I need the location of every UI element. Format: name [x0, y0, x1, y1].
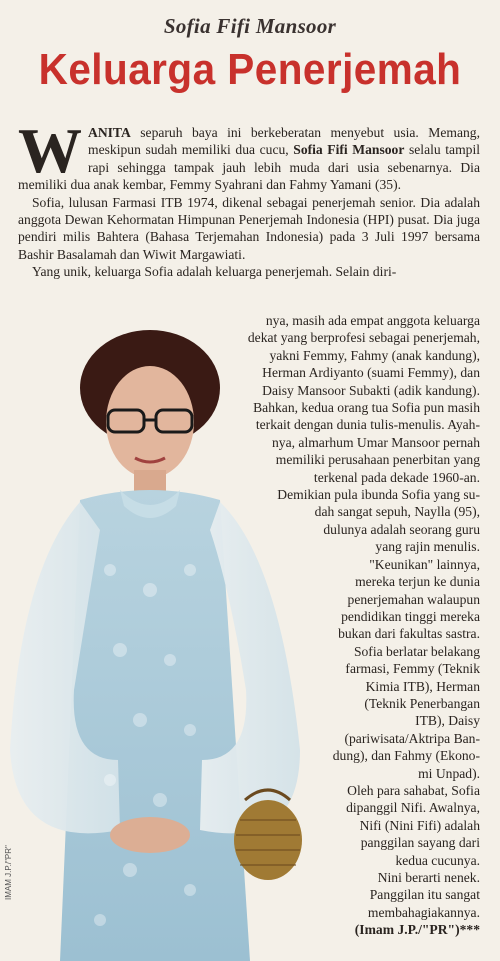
byline: Sofia Fifi Mansoor [163, 14, 337, 38]
article-line: terkenal pada dekade 1960-an. [313, 469, 480, 485]
article-line: Panggilan itu sangat [369, 887, 480, 903]
article-line: Herman Ardiyanto (suami Femmy), dan [262, 365, 480, 381]
article-line: mereka terjun ke dunia [355, 574, 480, 590]
article-line: ITB), Daisy [415, 713, 480, 729]
article-line: dulunya adalah seorang guru [323, 521, 480, 537]
article-wrapped-column [248, 312, 480, 939]
article-line: terkait dengan dunia tulis-menulis. Ayah- [255, 417, 480, 433]
paragraph-1-text-b: selalu tampil rapi sehingga tampak jauh lebih muda dari usia sebenarnya. Dia memiliki dua anak kembar, Femmy Syahrani dan Fahmy Yamani (35). [18, 142, 480, 193]
article-line: dung), dan Fahmy (Ekono- [332, 748, 480, 764]
lead-word: ANITA [88, 125, 131, 140]
paragraph-2: Sofia, lulusan Farmasi ITB 1974, dikenal sebagai penerjemah senior. Dia adalah anggota Dewan Kehormatan Himpunan Penerjemah Indonesia (HPI) pusat. Dia juga pendiri milis Bahtera (Bahasa Terjemahan Indonesia) pada 3 Juli 1997 bersama Bashir Basalamah dan Wiwit Margawiati. [18, 194, 480, 262]
article-line: Daisy Mansoor Subakti (adik kandung). [262, 382, 480, 398]
article-line: "Keunikan" lainnya, [369, 556, 480, 572]
paragraph-1 [18, 115, 480, 194]
article-line: bukan dari fakultas sastra. [338, 626, 480, 642]
article-line: pendidikan tinggi mereka [341, 608, 480, 624]
article-line: yakni Femmy, Fahmy (anak kandung), [269, 347, 480, 363]
article-line: penerjemahan walaupun [347, 591, 480, 607]
author-signoff: (Imam J.P./"PR")*** [354, 922, 480, 938]
article-top-block [18, 115, 480, 281]
article-line: nya, masih ada empat anggota keluarga [265, 313, 480, 328]
subject-name: Sofia Fifi Mansoor [293, 142, 405, 158]
article-line: farmasi, Femmy (Teknik [345, 661, 480, 677]
photo-credit: IMAM J.P./"PR" [4, 845, 13, 900]
article-line: Sofia berlatar belakang [353, 643, 480, 659]
article-line: dah sangat sepuh, Naylla (95), [314, 504, 480, 520]
headline: Keluarga Penerjemah [38, 45, 462, 94]
paragraph-1-text-a: separuh baya ini berkeberatan menyebut usia. Memang, meskipun sudah memiliki dua cucu, [88, 125, 480, 158]
article-line: Nini berarti nenek. [377, 870, 480, 885]
drop-cap: W [18, 115, 82, 186]
article-line: Bahkan, kedua orang tua Sofia pun masih [253, 400, 480, 416]
article-line: panggilan sayang dari [360, 835, 480, 851]
article-line: kedua cucunya. [395, 852, 480, 868]
article-line: Oleh para sahabat, Sofia [347, 782, 480, 798]
article-line: Demikian pula ibunda Sofia yang su- [277, 487, 480, 503]
article-line: Nifi (Nini Fifi) adalah [359, 817, 480, 833]
article-line: nya, almarhum Umar Mansoor pernah [272, 434, 480, 450]
article-line: (Teknik Penerbangan [364, 695, 480, 711]
article-line: dekat yang berprofesi sebagai penerjemah, [247, 330, 480, 346]
article-line: dipanggil Nifi. Awalnya, [346, 800, 480, 816]
article-line: Kimia ITB), Herman [365, 678, 480, 694]
article-line: (pariwisata/Aktripa Ban- [344, 730, 480, 746]
article-line: membahagiakannya. [367, 904, 480, 920]
paragraph-3-start: Yang unik, keluarga Sofia adalah keluarga penerjemah. Selain diri- [32, 264, 397, 280]
article-line: memiliki perusahaan penerbitan yang [275, 452, 480, 468]
article-line: mi Unpad). [418, 765, 480, 781]
article-line: yang rajin menulis. [375, 539, 480, 555]
